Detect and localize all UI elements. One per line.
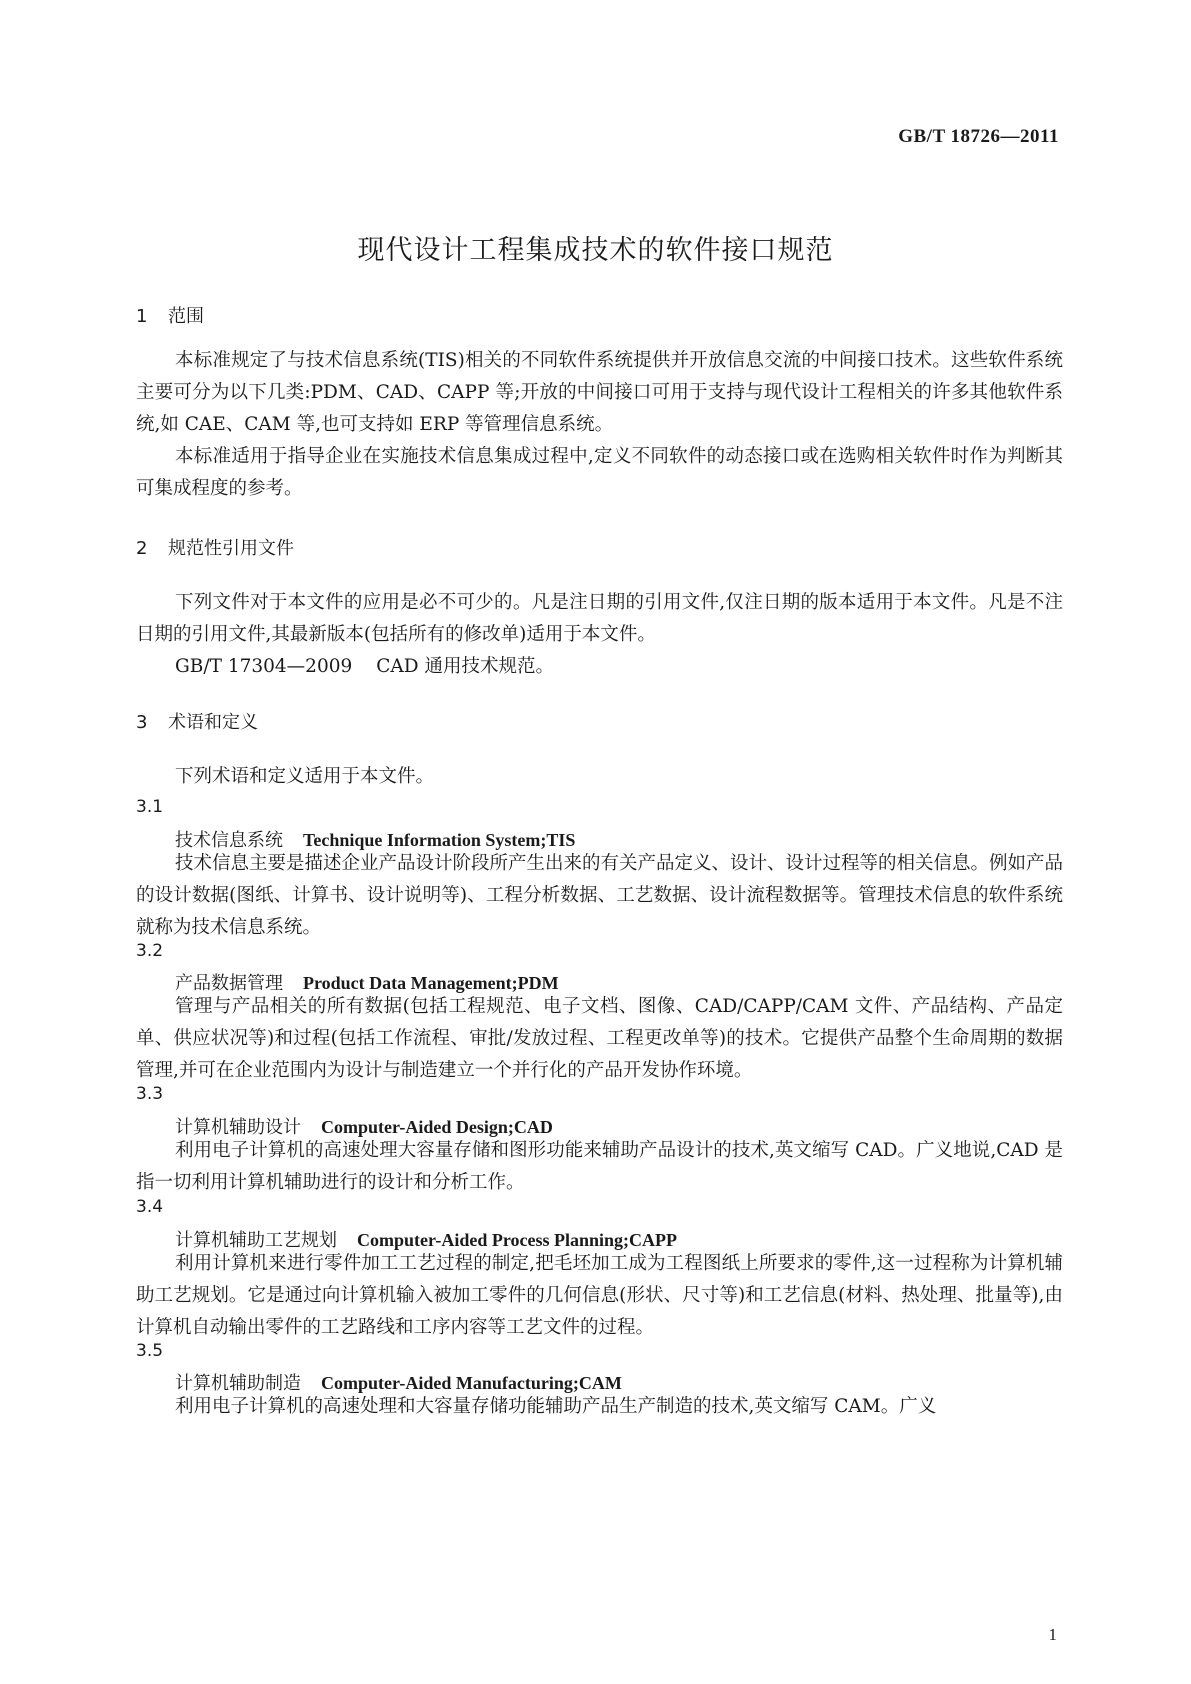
section-number: 2 (136, 538, 148, 559)
section-3-intro: 下列术语和定义适用于本文件。 (175, 766, 435, 787)
term-zh: 技术信息系统 (175, 830, 283, 851)
section-title: 术语和定义 (168, 712, 258, 733)
term-en: Computer-Aided Process Planning;CAPP (357, 1230, 677, 1250)
section-1-heading (136, 302, 204, 328)
section-1-paragraph-1: 本标准规定了与技术信息系统(TIS)相关的不同软件系统提供并开放信息交流的中间接口技术。这些软件系统主要可分为以下几类:PDM、CAD、CAPP 等;开放的中间接口可用于支持与现代设计工程相关的许多其他软件系统,如 CAE、CAM 等,也可支持如 ERP 等管理信息系统。 (136, 350, 1063, 435)
reference-title: CAD 通用技术规范。 (376, 656, 554, 677)
section-3-heading (136, 708, 258, 734)
standard-code: GB/T 18726—2011 (898, 126, 1059, 147)
section-title: 规范性引用文件 (168, 538, 294, 559)
section-2-heading (136, 534, 294, 560)
term-en: Technique Information System;TIS (303, 830, 576, 850)
page-number: 1 (1048, 1625, 1057, 1644)
term-zh: 计算机辅助工艺规划 (175, 1230, 337, 1251)
term-definition: 利用电子计算机的高速处理和大容量存储功能辅助产品生产制造的技术,英文缩写 CAM。广义 (175, 1396, 937, 1417)
clause-number: 3.5 (136, 1341, 164, 1361)
term-zh: 产品数据管理 (175, 973, 283, 994)
reference-code: GB/T 17304—2009 (175, 656, 353, 677)
section-2-paragraph: 下列文件对于本文件的应用是必不可少的。凡是注日期的引用文件,仅注日期的版本适用于本文件。凡是不注日期的引用文件,其最新版本(包括所有的修改单)适用于本文件。 (136, 592, 1063, 645)
clause-number: 3.2 (136, 941, 164, 961)
clause-number: 3.3 (136, 1084, 164, 1104)
term-en: Product Data Management;PDM (303, 973, 559, 993)
clause-number: 3.1 (136, 797, 164, 817)
section-number: 1 (136, 306, 148, 327)
section-1-paragraph-2: 本标准适用于指导企业在实施技术信息集成过程中,定义不同软件的动态接口或在选购相关软件时作为判断其可集成程度的参考。 (136, 446, 1063, 499)
term-zh: 计算机辅助设计 (175, 1117, 301, 1138)
term-en: Computer-Aided Design;CAD (321, 1117, 553, 1137)
clause-number: 3.4 (136, 1197, 164, 1217)
section-number: 3 (136, 712, 148, 733)
section-title: 范围 (168, 306, 204, 327)
term-definition: 利用计算机来进行零件加工工艺过程的制定,把毛坯加工成为工程图纸上所要求的零件,这一过程称为计算机辅助工艺规划。它是通过向计算机输入被加工零件的几何信息(形状、尺寸等)和工艺信息(材料、热处理、批量等),由计算机自动输出零件的工艺路线和工序内容等工艺文件的过程。 (136, 1253, 1063, 1338)
term-zh: 计算机辅助制造 (175, 1373, 301, 1394)
document-title: 现代设计工程集成技术的软件接口规范 (357, 235, 834, 266)
term-definition: 利用电子计算机的高速处理大容量存储和图形功能来辅助产品设计的技术,英文缩写 CAD。广义地说,CAD 是指一切利用计算机辅助进行的设计和分析工作。 (136, 1140, 1063, 1193)
term-en: Computer-Aided Manufacturing;CAM (321, 1373, 622, 1393)
term-definition: 管理与产品相关的所有数据(包括工程规范、电子文档、图像、CAD/CAPP/CAM 文件、产品结构、产品定单、供应状况等)和过程(包括工作流程、审批/发放过程、工程更改单等)的技术。它提供产品整个生命周期的数据管理,并可在企业范围内为设计与制造建立一个并行化的产品开发协作环境。 (136, 996, 1063, 1081)
term-definition: 技术信息主要是描述企业产品设计阶段所产生出来的有关产品定义、设计、设计过程等的相关信息。例如产品的设计数据(图纸、计算书、设计说明等)、工程分析数据、工艺数据、设计流程数据等。管理技术信息的软件系统就称为技术信息系统。 (136, 853, 1064, 938)
normative-reference (175, 651, 554, 683)
